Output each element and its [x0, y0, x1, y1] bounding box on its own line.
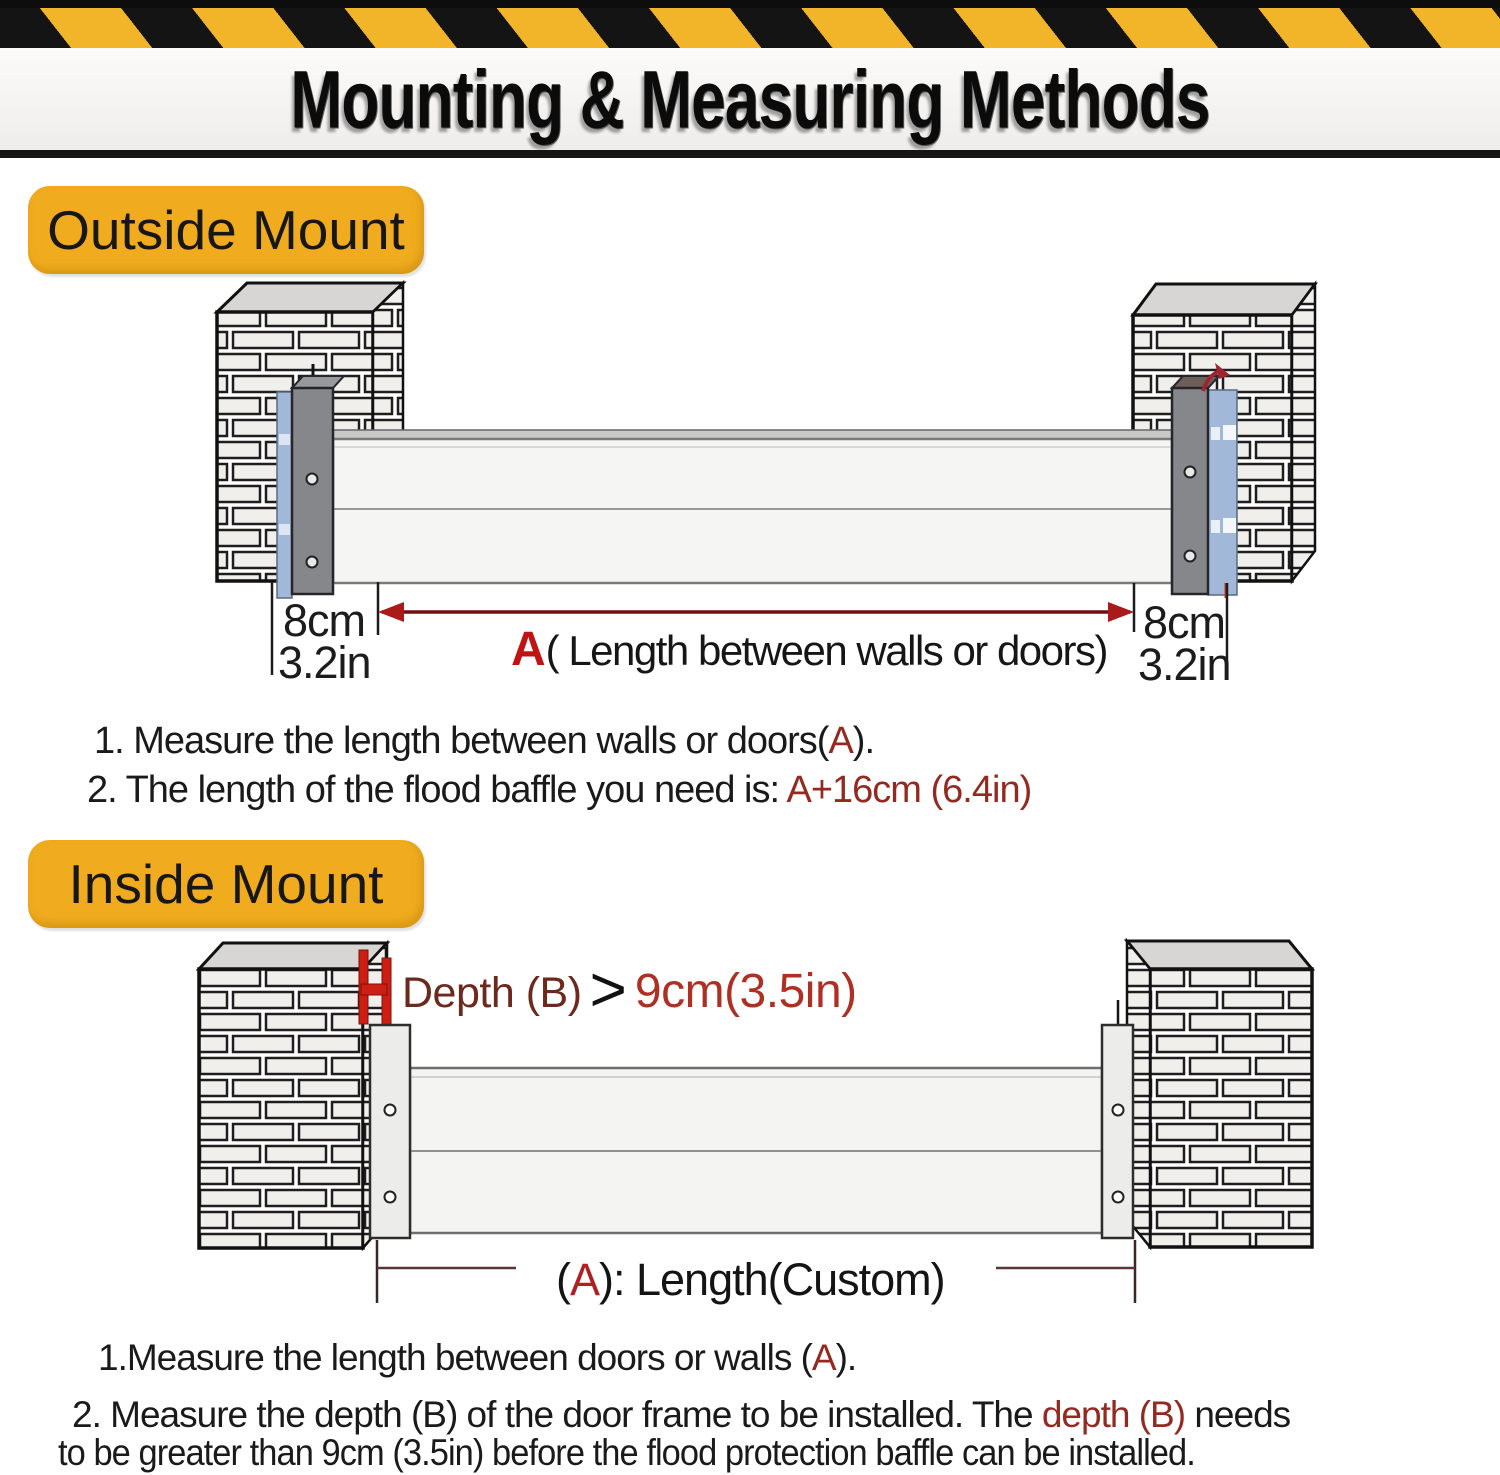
outside-step-2: 2. The length of the flood baffle you need is: A+16cm (6.4in)	[87, 769, 1032, 811]
dim-left-in: 3.2in	[278, 637, 371, 688]
dim-left-cm: 8cm	[283, 595, 366, 646]
depth-annotation	[402, 948, 857, 1025]
title-underline-bar	[0, 150, 1500, 158]
inside-right-pillar	[1127, 941, 1312, 1247]
inside-step-2-line-1: 2. Measure the depth (B) of the door frame to be installed. The depth (B) needs	[72, 1394, 1291, 1435]
length-a-letter: A	[570, 1254, 600, 1305]
depth-value: 9cm(3.5in)	[634, 965, 857, 1018]
dim-right-in: 3.2in	[1138, 639, 1231, 690]
left-mounting-plate	[370, 1025, 410, 1238]
inside-barrier-boards	[410, 1068, 1102, 1233]
flood-barrier-boards	[333, 430, 1172, 583]
greater-than-sign: >	[589, 953, 627, 1025]
dim-length-label: A( Length between walls or doors)	[511, 623, 1107, 676]
left-seal-strip	[277, 392, 292, 598]
top-black-bar	[0, 0, 1500, 8]
caution-stripe	[0, 8, 1500, 48]
inside-step-2-line-2: to be greater than 9cm (3.5in) before the flood protection baffle can be installed.	[58, 1432, 1195, 1473]
page-title: Mounting & Measuring Methods	[290, 53, 1210, 146]
outside-step-1: 1. Measure the length between walls or doors(A).	[94, 720, 875, 762]
inside-length-label: (A): Length(Custom)	[556, 1254, 945, 1305]
inside-step-1: 1.Measure the length between doors or walls (A).	[98, 1337, 857, 1378]
right-mounting-plate	[1102, 1025, 1133, 1238]
depth-label: Depth (B)	[402, 969, 582, 1017]
right-seal-strip	[1208, 390, 1237, 595]
dim-arrow	[378, 602, 1134, 622]
inside-mount-badge-label: Inside Mount	[68, 853, 384, 915]
inside-mount-badge	[28, 840, 424, 928]
outside-mount-badge-label: Outside Mount	[47, 199, 405, 261]
dim-a-letter: A	[511, 623, 546, 676]
dim-right-cm: 8cm	[1143, 597, 1226, 648]
outside-mount-badge	[28, 186, 424, 274]
